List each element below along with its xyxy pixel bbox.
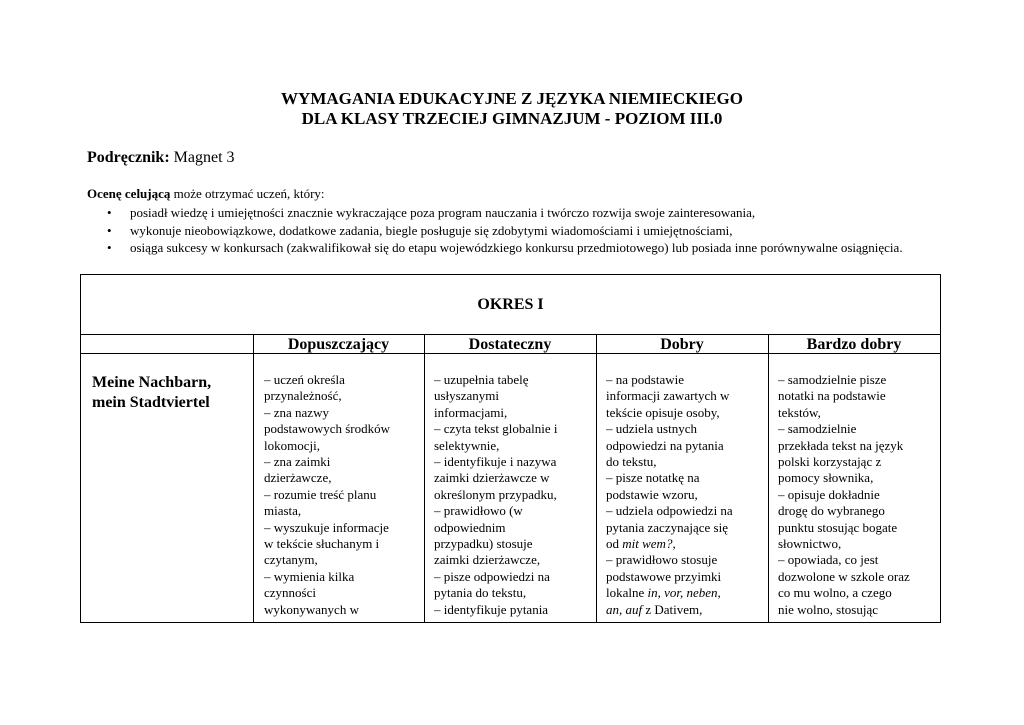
cell-dobry	[606, 372, 766, 622]
header-dobry: Dobry	[660, 336, 704, 353]
cell-italic-text: mit wem?	[622, 536, 673, 552]
cell-text-part: z Dativem,	[642, 601, 703, 617]
document-title-line1: WYMAGANIA EDUKACYJNE Z JĘZYKA NIEMIECKIEGO	[281, 89, 743, 108]
grade-name: Ocenę celującą	[87, 186, 171, 201]
textbook-value: Magnet 3	[173, 149, 235, 166]
cell-text: – uzupełnia tabelę usłyszanymi informacjami, – czyta tekst globalnie i selektywnie, – identyfikuje i nazywa zaimki dzierżawcze w określonym przypadku, – prawidłowo (w odpowiednim przypadku) stosuje zaimki dzierżawcze, – pisze odpowiedzi na pytania do tekstu, – identyfikuje pytania	[434, 372, 558, 617]
header-bardzo-dobry: Bardzo dobry	[806, 336, 902, 353]
table-border-bottom	[80, 622, 941, 623]
column-divider	[253, 335, 254, 623]
header-dostateczny: Dostateczny	[468, 336, 552, 353]
requirements-list	[87, 204, 947, 257]
cell-text	[606, 372, 766, 618]
document-title-line2: DLA KLASY TRZECIEJ GIMNAZJUM - POZIOM III.0	[301, 109, 723, 128]
table-border-right	[940, 335, 941, 623]
cell-text: – samodzielnie pisze notatki na podstawie tekstów, – samodzielnie przekłada tekst na język polski korzystając z pomocy słownika, – opisuje dokładnie drogę do wybranego punktu stosując bogate słownictwo, – opowiada, co jest dozwolone w szkole oraz co mu wolno, a czego nie wolno, stosując	[778, 372, 910, 617]
textbook-line	[87, 149, 235, 167]
cell-dopuszczajacy	[264, 372, 422, 622]
cell-text: – uczeń określa przynależność, – zna nazwy podstawowych środków lokomocji, – zna zaimki dzierżawcze, – rozumie treść planu miasta, – wyszukuje informacje w tekście słuchanym i czytanym, – wymienia kilka czynności wykonywanych w	[264, 372, 391, 617]
grade-intro-text: może otrzymać uczeń, który:	[173, 186, 325, 201]
row-topic-title: Meine Nachbarn, mein Stadtviertel	[92, 374, 212, 411]
requirement-text: osiąga sukcesy w konkursach (zakwalifikował się do etapu wojewódzkiego konkursu przedmiotowego) lub posiada inne porównywalne osiągnięcia.	[130, 240, 903, 255]
column-divider	[424, 335, 425, 623]
cell-dostateczny	[434, 372, 594, 622]
bullet-icon: •	[107, 205, 112, 220]
column-divider	[596, 335, 597, 623]
cell-italic-text: in, vor, neben, an, auf	[606, 585, 721, 617]
list-item	[87, 222, 947, 240]
list-item	[87, 239, 947, 257]
requirement-text: wykonuje nieobowiązkowe, dodatkowe zadania, biegle posługuje się zdobytymi wiadomościami i umiejętnościami,	[130, 222, 733, 238]
requirement-text: posiadł wiedzę i umiejętności znacznie wykraczające poza program nauczania i twórczo rozwija swoje zainteresowania,	[130, 205, 756, 220]
header-dopuszczajacy: Dopuszczający	[287, 336, 390, 353]
column-divider	[768, 335, 769, 623]
cell-text-part: – na podstawie informacji zawartych w tekście opisuje osoby, – udziela ustnych odpowiedzi na pytania do tekstu, – pisze notatkę na podstawie wzoru, – udziela odpowiedzi na pytania zaczynające się od	[606, 372, 733, 552]
textbook-label: Podręcznik:	[87, 149, 170, 166]
grade-intro	[87, 186, 325, 202]
bullet-icon: •	[107, 240, 112, 255]
table-border-left	[80, 335, 81, 623]
bullet-icon: •	[107, 222, 112, 238]
cell-text-part: , – prawidłowo stosuje podstawowe przyimki lokalne	[606, 536, 722, 601]
period-title: OKRES I	[477, 296, 544, 313]
cell-bardzo-dobry	[778, 372, 938, 622]
list-item	[87, 204, 947, 222]
